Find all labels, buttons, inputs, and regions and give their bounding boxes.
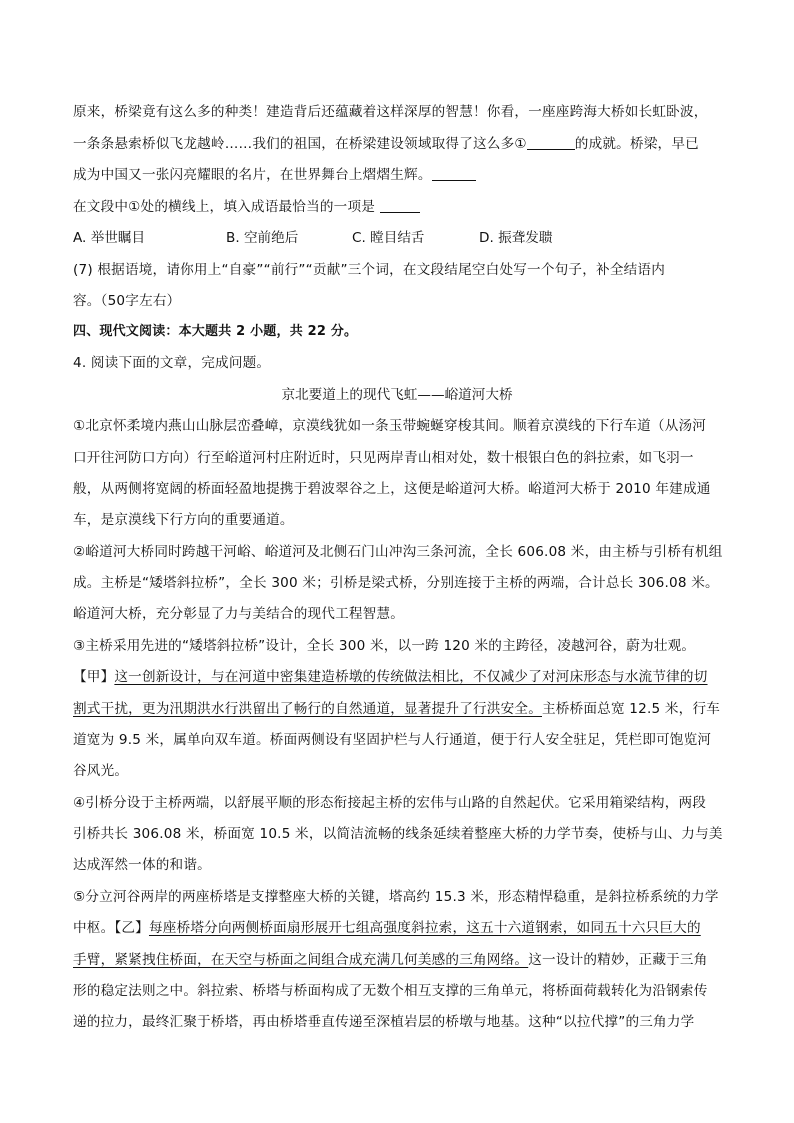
- p3-line-2: [73, 668, 708, 686]
- p3-line-5: 谷风光。: [73, 763, 129, 779]
- section-heading: 四、现代文阅读：本大题共 2 小题，共 22 分。: [73, 324, 358, 339]
- underlined-sentence-jia-1: 这一创新设计，与在河道中密集建造桥墩的传统做法相比，不仅减少了对河床形态与水流节律的切: [114, 669, 708, 685]
- p5-line-5: 递的拉力，最终汇聚于桥塔，再由桥塔垂直传递至深植岩层的桥墩与地基。这种“以拉代撑”的三角力学: [73, 1014, 695, 1030]
- ending-blank: [432, 166, 476, 181]
- marker-yi: 【乙】: [114, 920, 149, 936]
- q7-line-1: (7) 根据语境，请你用上“自豪”“前行”“贡献”三个词，在文段结尾空白处写一个句子，补全结语内: [73, 262, 665, 278]
- intro-line-2-text: 一条条悬索桥似飞龙越岭……我们的祖国，在桥梁建设领域取得了这么多①: [73, 136, 527, 152]
- p4-line-1: ④引桥分设于主桥两端，以舒展平顺的形态衔接起主桥的宏伟与山路的自然起伏。它采用箱梁结构，两段: [73, 795, 707, 811]
- p1-line-4: 车，是京漠线下行方向的重要通道。: [73, 512, 294, 528]
- p2-line-1: ②峪道河大桥同时跨越干河峪、峪道河及北侧石门山冲沟三条河流，全长 606.08 米，由主桥与引桥有机组: [73, 544, 723, 560]
- underlined-sentence-yi-2: 手臂，紧紧拽住桥面，在天空与桥面之间组合成充满几何美感的三角网络。: [73, 952, 529, 968]
- p3-line-4: 道宽为 9.5 米，属单向双车道。桥面两侧设有坚固护栏与人行通道，便于行人安全驻足，凭栏即可饱览河: [73, 732, 712, 748]
- option-c: C. 瞠目结舌: [352, 230, 425, 246]
- p5-line-2-start: 中枢。: [73, 920, 115, 936]
- intro-line-1: 原来，桥梁竟有这么多的种类！建造背后还蕴藏着这样深厚的智慧！你看，一座座跨海大桥如长虹卧波，: [73, 104, 708, 120]
- p3-line-3: [73, 700, 720, 718]
- p2-line-2: 成。主桥是“矮塔斜拉桥”，全长 300 米；引桥是梁式桥，分别连接于主桥的两端，合计总长 306.08 米。: [73, 575, 719, 591]
- option-d: D. 振聋发聩: [479, 230, 553, 246]
- intro-line-3: [73, 166, 476, 184]
- p5-line-2: [73, 919, 701, 937]
- p3-line-1: ③主桥采用先进的“矮塔斜拉桥”设计，全长 300 米，以一跨 120 米的主跨径，凌越河谷，蔚为壮观。: [73, 638, 696, 654]
- underlined-sentence-jia-2: 割式干扰，更为汛期洪水行洪留出了畅行的自然通道，显著提升了行洪安全。: [73, 701, 542, 717]
- p5-line-3: [73, 951, 708, 969]
- question-4: 4. 阅读下面的文章，完成问题。: [73, 355, 271, 371]
- article-title: 京北要道上的现代飞虹——峪道河大桥: [281, 387, 513, 403]
- p4-line-3: 达成浑然一体的和谐。: [73, 857, 211, 873]
- p1-line-2: 口开往河防口方向）行至峪道河村庄附近时，只见两岸青山相对处，数十根银白色的斜拉索，如飞羽一: [73, 450, 694, 466]
- p3-line-3-rest: 主桥桥面总宽 12.5 米，行车: [542, 701, 721, 717]
- p5-line-4: 形的稳定法则之中。斜拉索、桥塔与桥面构成了无数个相互支撑的三角单元，将桥面荷载转化为沿钢索传: [73, 983, 708, 999]
- intro-line-2-end: 的成就。桥梁，早已: [574, 136, 699, 152]
- fill-question: [73, 198, 420, 216]
- p5-line-1: ⑤分立河谷两岸的两座桥塔是支撑整座大桥的关键，塔高约 15.3 米，形态精悍稳重，是斜拉桥系统的力学: [73, 889, 719, 905]
- blank-1: [527, 135, 575, 150]
- p4-line-2: 引桥共长 306.08 米，桥面宽 10.5 米，以简洁流畅的线条延续着整座大桥的力学节奏，使桥与山、力与美: [73, 826, 723, 842]
- q7-line-2: 容。（50字左右）: [73, 293, 181, 309]
- p1-line-3: 般，从两侧将宽阔的桥面轻盈地提携于碧波翠谷之上，这便是峪道河大桥。峪道河大桥于 2010 年建成通: [73, 481, 711, 497]
- option-a: A. 举世瞩目: [73, 230, 146, 246]
- p1-line-1: ①北京怀柔境内燕山山脉层峦叠嶂，京漠线犹如一条玉带蜿蜒穿梭其间。顺着京漠线的下行车道（从汤河: [73, 418, 707, 434]
- intro-line-2: [73, 135, 699, 153]
- marker-jia: 【甲】: [73, 669, 115, 685]
- underlined-sentence-yi-1: 每座桥塔分向两侧桥面扇形展开七组高强度斜拉索，这五十六道钢索，如同五十六只巨大的: [148, 920, 701, 936]
- option-b: B. 空前绝后: [226, 230, 299, 246]
- intro-line-3-text: 成为中国又一张闪亮耀眼的名片，在世界舞台上熠熠生辉。: [73, 167, 432, 183]
- p2-line-3: 峪道河大桥，充分彰显了力与美结合的现代工程智慧。: [73, 606, 405, 622]
- answer-blank: [380, 198, 420, 213]
- p5-line-3-rest: 这一设计的精妙，正藏于三角: [528, 952, 708, 968]
- fill-question-prompt: 在文段中①处的横线上，填入成语最恰当的一项是: [73, 199, 376, 215]
